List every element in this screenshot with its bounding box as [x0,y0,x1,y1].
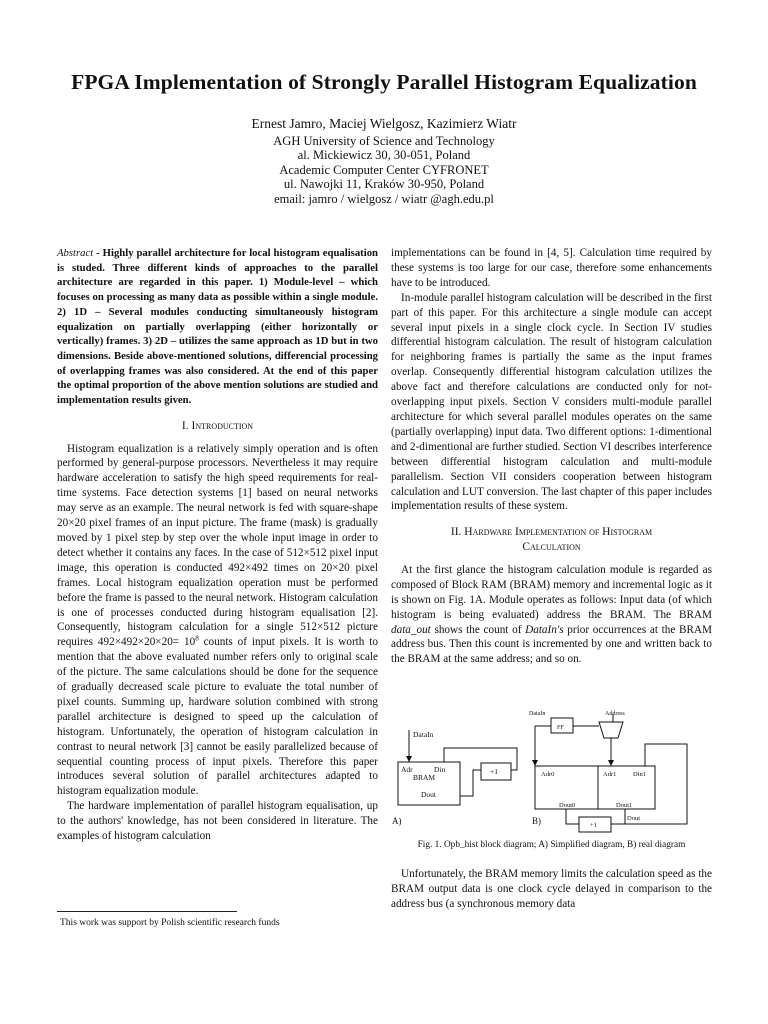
right-column [391,246,712,667]
dout-label-b: Dout [627,815,640,822]
figure-caption: Fig. 1. Opb_hist block diagram; A) Simplified diagram, B) real diagram [417,840,686,850]
abstract [57,246,378,408]
affiliation-line: ul. Nawojki 11, Kraków 30-950, Poland [283,177,485,192]
paragraph-text: At the first glance the histogram calculation module is regarded as composed of Block RAM (BRAM) memory and incremental logic as it is shown on Fig. 1A. Module operates as follows: Input data (of which histogram is being evaluated) address the BRAM. The BRAM [391,563,712,621]
din1-label: Din1 [633,771,646,778]
address-label: Address [605,711,625,717]
ff-label: FF [557,725,564,731]
section-number: I. [181,419,189,432]
paper-title: FPGA Implementation of Strongly Parallel Histogram Equalization [71,70,697,94]
section-title: Hardware Implementation of Histogram [464,526,653,539]
plus-one-label-b: +1 [590,822,597,829]
datain-label-b: DataIn [529,711,546,717]
paragraph-text: counts of input pixels. It is worth to mention that the above evaluated number refers only to original scale of the picture. The same calculations should be done for the sequence of gradually decreased scale picture to evaluate the total number of pixel counts. Summing up, hardware solution combined with strong parallel architecture is designed to speed up the calculation of histogram. Unfortunately, the operation of histogram calculation in contrast to neural network [3] cannot be easily parallelized because of sequential counting process of input pixels. Therefore this paper introduces several solution of parallel architectures adapted to histogram equalization module. [57,636,378,798]
din-label: Din [434,765,446,774]
abstract-lead: Abstract [57,247,94,259]
paragraph-italic: DataIn's [525,623,564,636]
paragraph: The hardware implementation of parallel histogram equalisation, up to the authors' knowledge, has not been considered in literature. The examples of histogram calculation [57,800,378,843]
right-column-continued [391,867,712,912]
author-block [0,117,768,207]
section-title: Calculation [522,541,581,554]
paragraph [391,563,712,667]
affiliation-line: Academic Computer Center CYFRONET [279,162,489,177]
diagram-a-label: A) [392,816,402,826]
left-column [57,246,378,844]
section-heading-introduction [57,419,378,434]
paragraph: implementations can be found in [4, 5]. Calculation time required by these systems is too large for our case, therefore some enhancements have to be introduced. [391,247,712,289]
footnote: This work was support by Polish scientific research funds [60,918,280,928]
plus-one-label: +1 [490,767,498,776]
figure-1 [391,711,721,834]
paragraph-text: shows the count of [430,623,526,636]
adr0-label: Adr0 [541,771,555,778]
mux-block [599,722,623,738]
dout-label: Dout [421,790,436,799]
paragraph-italic: data_out [391,623,431,636]
paragraph-text: Histogram equalization is a relatively simply operation and is often performed by general-purpose processors. Nevertheless it may require hardware acceleration to satisfy the high speed requirements for real-time systems. Face detection systems [1] based on neural networks may serve as an example. The neural network is fed with square-shape 20×20 pixel frames of an input picture. The frame (mask) is gradually moved by 1 pixel step by step over the whole input image in order to detect whether it contains any faces. In the case of 512×512 pixel input image, this operation is conducted 492×492 times on 20×20 pixel frames. Local histogram equalization operation must be performed before the frame is passed to the neural network. Histogram calculation is one of processes conducted during histogram equalisation [2]. Consequently, histogram calculation for a single 512×512 picture requires 492×492×20×20= 10 [57,442,378,649]
paragraph [57,442,378,800]
block-diagram [391,711,721,834]
author-names: Ernest Jamro, Maciej Wielgosz, Kazimierz Wiatr [251,116,517,131]
bram-label: BRAM [413,773,436,782]
section-heading-hardware [391,525,712,555]
adr1-label: Adr1 [603,771,617,778]
affiliation-line: AGH University of Science and Technology [273,133,495,148]
paragraph: Unfortunately, the BRAM memory limits the calculation speed as the BRAM output data is one clock cycle delayed in comparison to the address bus (a synchronous memory data [391,868,712,910]
abstract-text: - Highly parallel architecture for local histogram equalisation is studed. Three different kinds of approaches to the parallel architecture are regarded in this paper. 1) Module-level – which focuses on processing as many data as possible within a single module. 2) 1D – Several modules conducting simultaneously histogram equalization on partially overlapping (either horizontally or vertically) frames. 3) 2D – utilizes the same approach as 1D but in two dimensions. Beside above-mentioned solutions, differencial processing of overlapping frames was also considered. At the end of this paper the optimal proportion of the above mention solutions are studied and implementation results given. [57,247,378,407]
paragraph-text: prior occurrences at the BRAM address bus. Then this count is incremented by one and written back to the BRAM at the same address; and so on. [391,623,712,666]
dout0-label: Dout0 [559,802,576,809]
footnote-divider [57,911,237,912]
affiliation-line: al. Mickiewicz 30, 30-051, Poland [297,148,471,163]
diagram-b-label: B) [532,816,541,826]
author-email: email: jamro / wielgosz / wiatr @agh.edu.pl [274,191,494,206]
datain-label: DataIn [413,730,434,739]
adr-label: Adr [401,765,413,774]
section-number: II. [450,526,462,539]
dout1-label: Dout1 [616,802,633,809]
paragraph: In-module parallel histogram calculation will be described in the first part of this paper. For this architecture a single module can accept several input pixels in a single clock cycle. In Section IV studies differential histogram calculation. The result of histogram calculation for neighboring frames is partially the same as the input frames overlap. Consequently differential histogram calculation utilizes the above fact and therefore calculations are conducted only for not-overlapping input pixels. Section V considers multi-module parallel architecture for which several parallel modules operates on the same (partially overlapping) input data. Two different options: 1-dimentional and 2-dimentional are further studied. Section VI describes interference between differential histogram calculation and multi-module parallelism. Section VII considers cooperation between histogram calculation and LUT conversion. The last chapter of this paper includes implementation results of these system. [391,291,712,513]
exponent: 8 [195,634,199,643]
section-title: Introduction [191,419,254,432]
